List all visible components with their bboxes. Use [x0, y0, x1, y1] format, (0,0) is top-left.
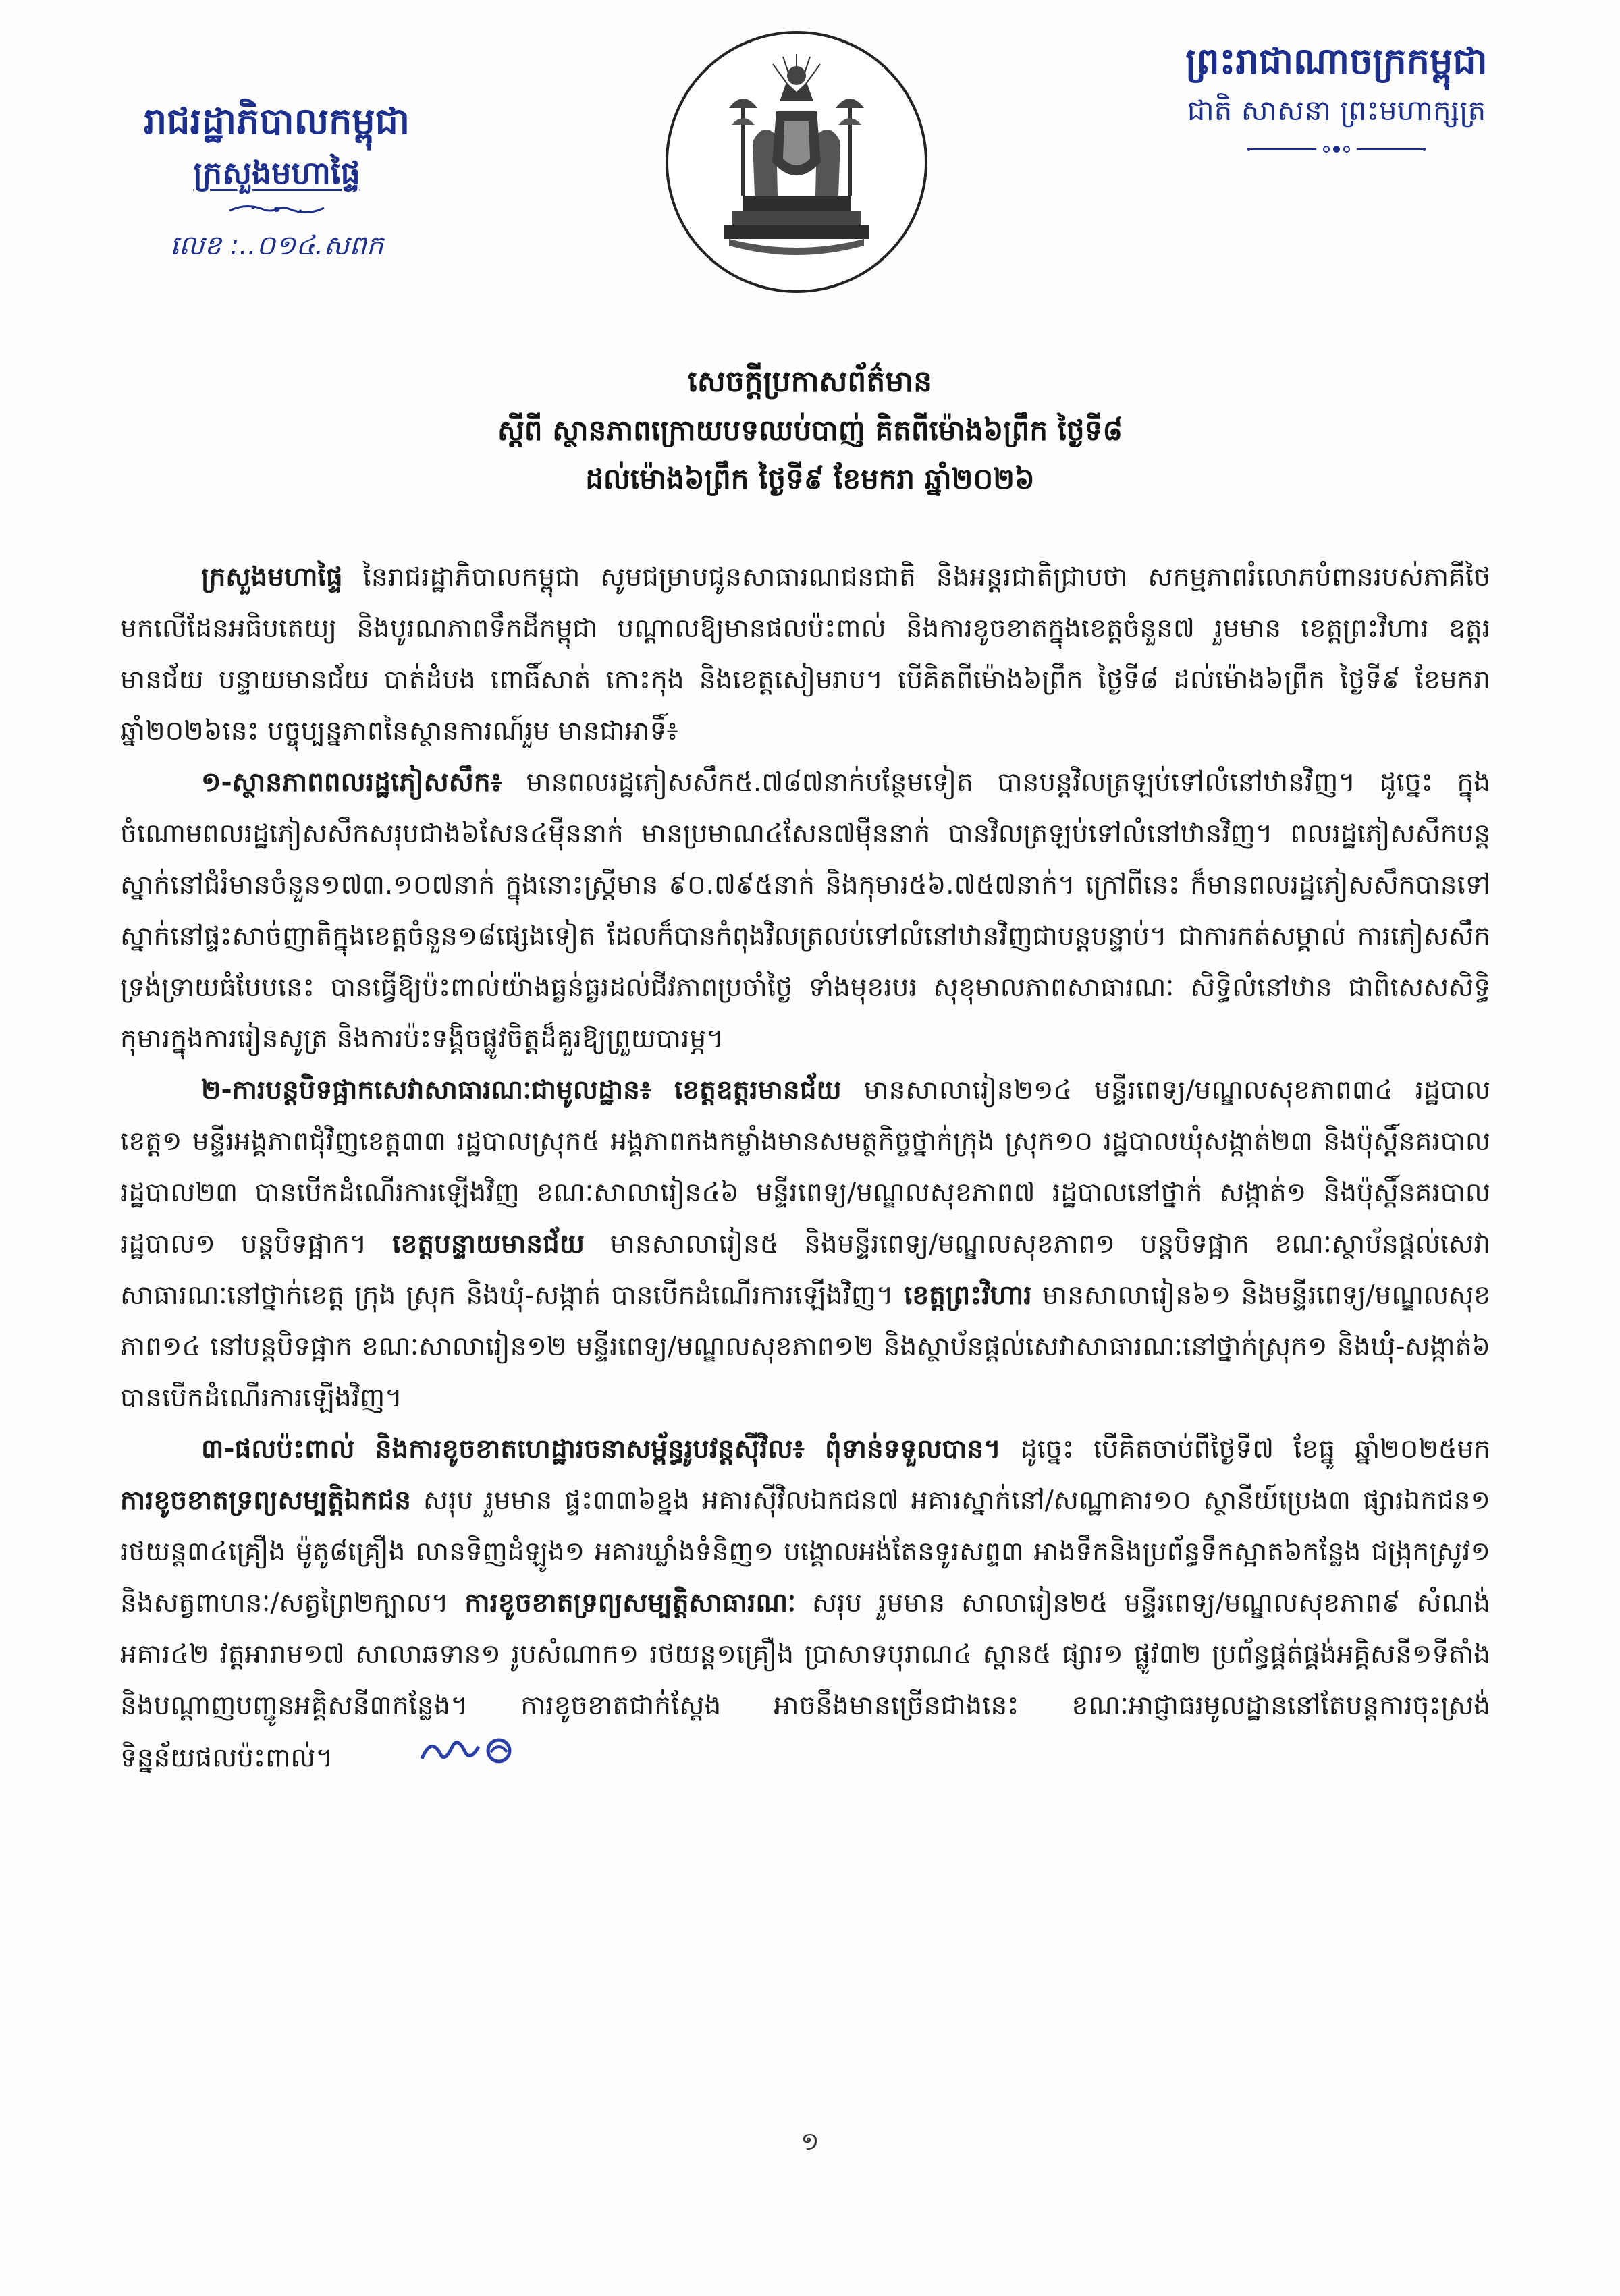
section-1-text: មានពលរដ្ឋភៀសសឹក៥.៧៨៧នាក់បន្ថែមទៀត បានបន្តវិលត្រឡប់ទៅលំនៅឋានវិញ។ ដូច្នេះ ក្នុងចំណោមពលរដ្ឋភៀសសឹកសរុបជាង៦សែន៤ម៉ឺននាក់ មានប្រមាណ៤សែន៧ម៉ឺននាក់ បានវិលត្រឡប់ទៅលំនៅឋានវិញ។ ពលរដ្ឋភៀសសឹកបន្តស្នាក់នៅជំរំមានចំនួន១៧៣.១០៧នាក់ ក្នុងនោះស្ត្រីមាន ៩០.៧៩៥នាក់ និងកុមារ៥៦.៧៥៧នាក់។ ក្រៅពីនេះ ក៏មានពលរដ្ឋភៀសសឹកបានទៅស្នាក់នៅផ្ទះសាច់ញាតិក្នុងខេត្តចំនួន១៨ផ្សេងទៀត ដែលក៏បានកំពុងវិលត្រលប់ទៅលំនៅឋានវិញជាបន្តបន្ទាប់។ ជាការកត់សម្គាល់ ការភៀសសឹកទ្រង់ទ្រាយធំបែបនេះ បានធ្វើឱ្យប៉ះពាល់យ៉ាងធ្ងន់ធ្ងរដល់ជីវភាពប្រចាំថ្ងៃ ទាំងមុខរបរ សុខុមាលភាពសាធារណៈ សិទ្ធិលំនៅឋាន ជាពិសេសសិទ្ធិកុមារក្នុងការរៀនសូត្រ និងការប៉ះទង្គិចផ្លូវចិត្តដ៏គួរឱ្យព្រួយបារម្ភ។ — [120, 767, 1490, 1054]
section-1-heading: ១-ស្ថានភាពពលរដ្ឋភៀសសឹក៖ — [201, 767, 502, 798]
announcement-body — [120, 552, 1490, 1787]
ornament-divider — [101, 197, 452, 221]
title-line-2: ស្តីពី ស្ថានភាពក្រោយបទឈប់បាញ់ គិតពីម៉ោង៦ព្រឹក ថ្ងៃទី៨ — [497, 414, 1123, 447]
section-3-paragraph — [120, 1424, 1490, 1787]
section-3-text-1: ដូច្នេះ បើគិតចាប់ពីថ្ងៃទី៧ ខែធ្នូ ឆ្នាំ២០២៥មក — [1000, 1434, 1490, 1465]
ministry-header — [101, 94, 452, 266]
page-number: ១ — [801, 2128, 819, 2156]
section-2-text-3: មានសាលារៀន៦១ និងមន្ទីរពេទ្យ/មណ្ឌលសុខភាព១៤ នៅបន្តបិទផ្អាក ខណៈសាលារៀន១២ មន្ទីរពេទ្យ/មណ្ឌលសុខភាព១២ និងស្ថាប័នផ្តល់សេវាសាធារណៈនៅថ្នាក់ស្រុក១ និងឃុំ-សង្កាត់៦ បានបើកដំណើរការឡើងវិញ។ — [120, 1280, 1490, 1413]
section-2-province-3: ខេត្តព្រះវិហារ — [904, 1280, 1032, 1311]
royal-emblem-icon — [662, 27, 932, 297]
section-2-paragraph — [120, 1065, 1490, 1424]
reference-number: លេខ :..០១៤.សពក — [169, 230, 384, 261]
handwritten-initial-icon — [337, 1732, 519, 1787]
intro-text: នៃរាជរដ្ឋាភិបាលកម្ពុជា សូមជម្រាបជូនសាធារណជនជាតិ និងអន្តរជាតិជ្រាបថា សកម្មភាពរំលោភបំពានរបស់ភាគីថៃ មកលើដែនអធិបតេយ្យ និងបូរណភាពទឹកដីកម្ពុជា បណ្តាលឱ្យមានផលប៉ះពាល់ និងការខូចខាតក្នុងខេត្តចំនួន៧ រួមមាន ខេត្តព្រះវិហារ ឧត្តរមានជ័យ បន្ទាយមានជ័យ បាត់ដំបង ពោធិ៍សាត់ កោះកុង និងខេត្តសៀមរាប។ បើគិតពីម៉ោង៦ព្រឹក ថ្ងៃទី៨ ដល់ម៉ោង៦ព្រឹក ថ្ងៃទី៩ ខែមករា ឆ្នាំ២០២៦នេះ បច្ចុប្បន្នភាពនៃស្ថានការណ៍រួម មានជាអាទិ៍៖ — [120, 562, 1490, 746]
section-3-sub-1: ការខូចខាតទ្រព្យសម្បត្តិឯកជន — [120, 1485, 411, 1516]
kingdom-name: ព្រះរាជាណាចក្រកម្ពុជា — [1185, 40, 1488, 82]
section-3-sub-2: ការខូចខាតទ្រព្យសម្បត្តិសាធារណៈ — [464, 1588, 796, 1618]
government-name: រាជរដ្ឋាភិបាលកម្ពុជា — [143, 100, 410, 142]
title-line-1: សេចក្តីប្រកាសព័ត៌មាន — [687, 364, 933, 399]
section-2-heading: ២-ការបន្តបិទផ្អាកសេវាសាធារណៈជាមូលដ្ឋាន៖ — [201, 1075, 651, 1105]
ornament-divider-right — [1120, 132, 1552, 166]
section-2-text-1: មានសាលារៀន២១៤ មន្ទីរពេទ្យ/មណ្ឌលសុខភាព៣៤ រដ្ឋបាលខេត្ត១ មន្ទីរអង្គភាពជុំវិញខេត្ត៣៣ រដ្ឋបាលស្រុក៥ អង្គភាពកងកម្លាំងមានសមត្ថកិច្ចថ្នាក់ក្រុង ស្រុក១០ រដ្ឋបាលឃុំសង្កាត់២៣ និងប៉ុស្តិ៍នគរបាលរដ្ឋបាល២៣ បានបើកដំណើរការឡើងវិញ ខណៈសាលារៀន៤៦ មន្ទីរពេទ្យ/មណ្ឌលសុខភាព៧ រដ្ឋបាលនៅថ្នាក់ សង្កាត់១ និងប៉ុស្តិ៍នគរបាលរដ្ឋបាល១ បន្តបិទផ្អាក។ — [120, 1075, 1491, 1259]
section-3-heading: ៣-ផលប៉ះពាល់ និងការខូចខាតហេដ្ឋារចនាសម្ព័ន្ធរូបវន្តស៊ីវិល៖ ពុំទាន់ទទួលបាន។ — [201, 1434, 1001, 1465]
announcement-title — [202, 358, 1418, 503]
section-2-province-2: ខេត្តបន្ទាយមានជ័យ — [392, 1229, 585, 1259]
intro-lead: ក្រសួងមហាផ្ទៃ — [201, 562, 343, 593]
section-2-province-1: ខេត្តឧត្តរមានជ័យ — [651, 1075, 842, 1105]
intro-paragraph — [120, 552, 1490, 757]
title-line-3: ដល់ម៉ោង៦ព្រឹក ថ្ងៃទី៩ ខែមករា ឆ្នាំ២០២៦ — [585, 462, 1035, 495]
ministry-name: ក្រសួងមហាផ្ទៃ — [193, 155, 360, 191]
kingdom-header — [1120, 34, 1552, 166]
section-3-text-3: សរុប រួមមាន សាលារៀន២៥ មន្ទីរពេទ្យ/មណ្ឌលសុខភាព៩ សំណង់អគារ៤២ វត្តអារាម១៧ សាលាឆទាន១ រូបសំណាក១ រថយន្ត១គ្រឿង ប្រាសាទបុរាណ៤ ស្ពាន៥ ផ្សារ១ ផ្លូវ៣២ ប្រព័ន្ធផ្គត់ផ្គង់អគ្គិសនី១ទីតាំង និងបណ្តាញបញ្ជូនអគ្គិសនី៣កន្លែង។ ការខូចខាតជាក់ស្តែង អាចនឹងមានច្រើនជាងនេះ ខណៈអាជ្ញាធរមូលដ្ឋាននៅតែបន្តការចុះស្រង់ទិន្នន័យផលប៉ះពាល់។ — [120, 1588, 1490, 1774]
section-1-paragraph — [120, 757, 1490, 1065]
national-motto: ជាតិ សាសនា ព្រះមហាក្សត្រ — [1187, 94, 1486, 127]
section-3-text-2: សរុប រួមមាន ផ្ទះ៣៣៦ខ្នង អគារស៊ីវិលឯកជន៧ អគារស្នាក់នៅ/សណ្ឋាគារ១០ ស្ថានីយ៍ប្រេង៣ ផ្សារឯកជន១ រថយន្ត៣៤គ្រឿង ម៉ូតូ៨គ្រឿង លានទិញដំឡូង១ អគារឃ្លាំងទំនិញ១ បង្គោលអង់តែនទូរសព្ទ៣ អាងទឹកនិងប្រព័ន្ធទឹកស្អាត៦កន្លែង ជង្រុកស្រូវ១ និងសត្វពាហនៈ/សត្វព្រៃ២ក្បាល។ — [120, 1485, 1490, 1618]
section-2-text-2: មានសាលារៀន៥ និងមន្ទីរពេទ្យ/មណ្ឌលសុខភាព១ បន្តបិទផ្អាក ខណៈស្ថាប័នផ្តល់សេវាសាធារណៈនៅថ្នាក់ខេត្ត ក្រុង ស្រុក និងឃុំ-សង្កាត់ បានបើកដំណើរការឡើងវិញ។ — [120, 1229, 1490, 1311]
